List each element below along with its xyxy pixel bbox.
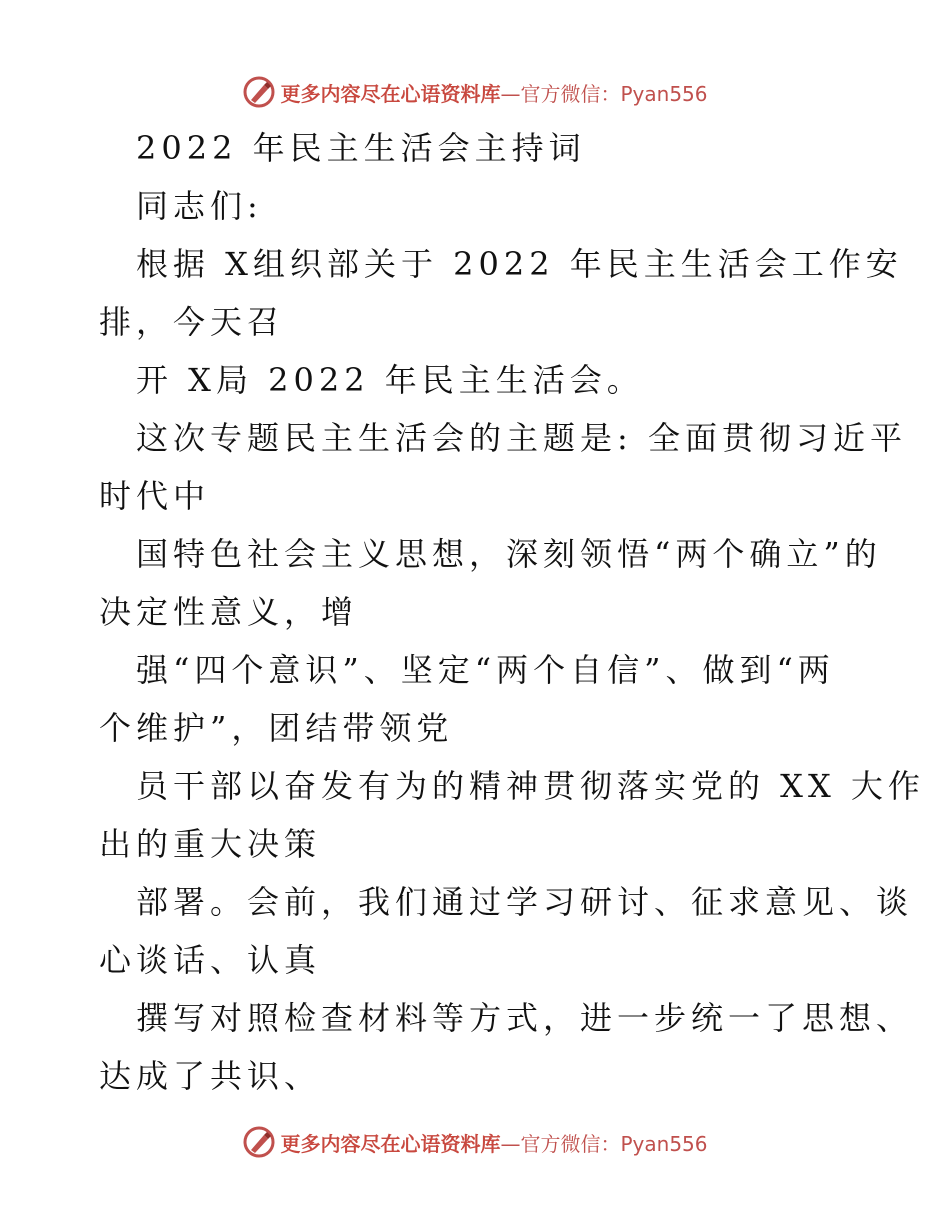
- salutation: 同志们:: [136, 187, 263, 225]
- watermark-wechat-id: Pyan556: [620, 1131, 708, 1156]
- pen-nib-logo-icon: [242, 1125, 276, 1159]
- text-line: 开 X局 2022 年民主生活会。: [136, 361, 644, 399]
- watermark-wechat-id: Pyan556: [620, 81, 708, 106]
- text-line: 根据 X组织部关于 2022 年民主生活会工作安: [136, 245, 903, 283]
- watermark-main: 更多内容尽在心语资料库: [280, 81, 501, 106]
- text-line: 排，今天召: [99, 303, 285, 341]
- watermark-suffix: 官方微信：: [520, 81, 621, 106]
- watermark-text: [280, 1128, 707, 1157]
- text-line: 国特色社会主义思想，深刻领悟“两个确立”的: [136, 535, 882, 573]
- text-line: 部署。会前，我们通过学习研讨、征求意见、谈: [136, 883, 914, 921]
- watermark-separator: —: [500, 1131, 521, 1156]
- watermark-main: 更多内容尽在心语资料库: [280, 1131, 501, 1156]
- text-line: 员干部以奋发有为的精神贯彻落实党的 XX 大作: [136, 767, 925, 805]
- text-line: 出的重大决策: [99, 825, 322, 863]
- watermark-suffix: 官方微信：: [520, 1131, 621, 1156]
- text-line: 撰写对照检查材料等方式，进一步统一了思想、: [136, 999, 914, 1037]
- document-title: 2022 年民主生活会主持词: [136, 129, 586, 167]
- pen-nib-logo-icon: [242, 75, 276, 109]
- text-line: 强“四个意识”、坚定“两个自信”、做到“两: [136, 651, 835, 689]
- footer-watermark: [0, 1122, 950, 1162]
- text-line: 这次专题民主生活会的主题是: 全面贯彻习近平: [136, 419, 907, 457]
- text-line: 达成了共识、: [99, 1057, 322, 1095]
- text-line: 时代中: [99, 477, 211, 515]
- text-line: 决定性意义，增: [99, 593, 359, 631]
- watermark-text: [280, 78, 707, 107]
- header-watermark: [0, 72, 950, 112]
- watermark-separator: —: [500, 81, 521, 106]
- text-line: 个维护”，团结带领党: [99, 709, 454, 747]
- text-line: 心谈话、认真: [99, 941, 322, 979]
